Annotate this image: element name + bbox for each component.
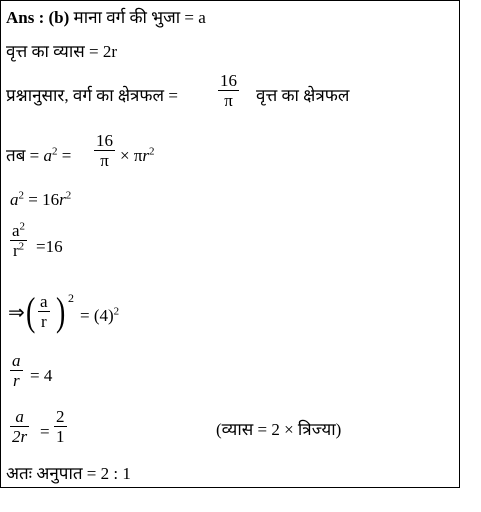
fraction-numerator: a bbox=[12, 351, 21, 370]
fraction-denominator: π bbox=[100, 151, 109, 170]
assumption-text: माना वर्ग की भुजा = a bbox=[69, 8, 206, 27]
fraction-denominator: π bbox=[224, 91, 233, 110]
var-r: r bbox=[59, 190, 66, 209]
outer-exponent: 2 bbox=[68, 291, 74, 305]
answer-line bbox=[6, 8, 206, 28]
fraction-denominator: 2r bbox=[12, 427, 28, 446]
implies-arrow: ⇒ bbox=[8, 302, 25, 324]
var-r: r bbox=[12, 241, 19, 260]
equals-16: =16 bbox=[36, 237, 63, 256]
var-a: a bbox=[10, 190, 19, 209]
then-rest bbox=[120, 146, 155, 166]
equals-four: = (4) bbox=[80, 306, 114, 325]
then-prefix: तब = bbox=[6, 146, 40, 165]
fraction-denominator: r bbox=[12, 371, 20, 390]
exponent: 2 bbox=[113, 305, 120, 318]
equals-16: = 16 bbox=[24, 190, 60, 209]
ratio-squared-fraction bbox=[10, 222, 27, 261]
equals-4: = 4 bbox=[30, 366, 53, 385]
two-over-one-fraction bbox=[54, 408, 67, 447]
fraction-numerator: 2 bbox=[56, 407, 65, 426]
exponent: 2 bbox=[19, 220, 26, 233]
diameter-line: वृत्त का व्यास = 2r bbox=[6, 42, 117, 61]
fraction-numerator bbox=[10, 222, 27, 240]
condition-right: वृत्त का क्षेत्रफल bbox=[256, 86, 350, 105]
times-pi: × π bbox=[120, 146, 143, 165]
fraction-numerator: a bbox=[15, 407, 24, 426]
a-over-2r-fraction bbox=[10, 408, 29, 447]
a-squared-line bbox=[10, 190, 71, 210]
exponent: 2 bbox=[18, 189, 24, 202]
var-a: a bbox=[43, 146, 52, 165]
fraction-numerator: 16 bbox=[220, 71, 237, 90]
exponent: 2 bbox=[51, 145, 58, 158]
exponent: 2 bbox=[18, 240, 25, 253]
then-fraction bbox=[94, 132, 115, 171]
answer-label: Ans : (b) bbox=[6, 8, 70, 27]
equals-sign: = bbox=[40, 422, 50, 441]
condition-left: प्रश्नानुसार, वर्ग का क्षेत्रफल = bbox=[6, 86, 178, 105]
condition-fraction bbox=[218, 72, 239, 111]
right-paren: ) bbox=[55, 289, 66, 334]
then-line bbox=[6, 146, 71, 166]
rhs-four bbox=[80, 306, 119, 326]
fraction-denominator: 1 bbox=[56, 427, 65, 446]
equals-sign: = bbox=[61, 146, 72, 165]
var-a: a bbox=[12, 221, 20, 240]
exponent: 2 bbox=[149, 145, 155, 158]
ratio-fraction bbox=[38, 293, 50, 332]
left-paren: ( bbox=[25, 289, 36, 334]
exponent: 2 bbox=[65, 189, 72, 202]
diameter-note: (व्यास = 2 × त्रिज्या) bbox=[216, 420, 342, 439]
fraction-denominator: r bbox=[40, 312, 47, 331]
fraction-numerator: a bbox=[40, 292, 48, 311]
ratio-result: अतः अनुपात = 2 : 1 bbox=[6, 464, 131, 483]
var-r: r bbox=[142, 146, 150, 165]
a-over-r-fraction bbox=[10, 352, 23, 391]
fraction-numerator: 16 bbox=[96, 131, 113, 150]
fraction-denominator bbox=[11, 241, 26, 261]
